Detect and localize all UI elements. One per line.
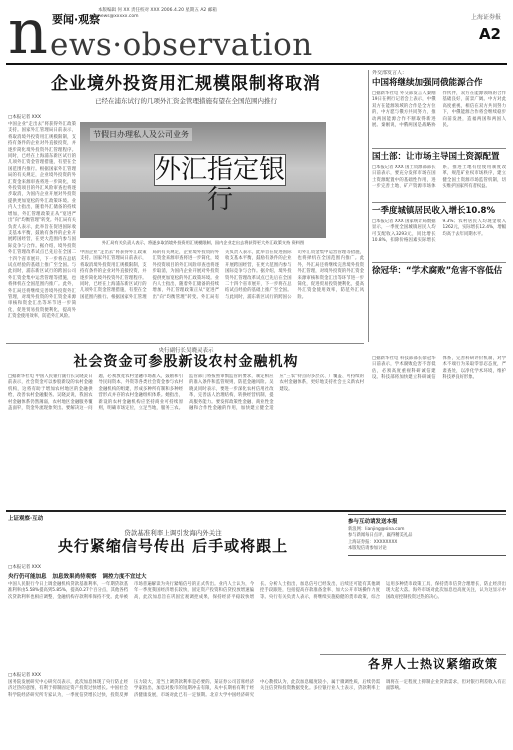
story2-headline: 社会资金可参股新设农村金融机构 [73, 354, 299, 370]
story3-subhead: 加息效果尚待观察 [52, 574, 97, 580]
side-body-income: □本报记者 XXX 国家统计局数据显示，一季度全国城镇居民人均可支配收入3293元，同比增长10.8%，扣除价格因素实际增长9.3%；农村居民人均现金收入1262元，实际增长12.4%，增幅均高于去年同期水平。 [372, 219, 506, 244]
side-divider [372, 148, 506, 149]
side-body-land: □本报记者 XXX 国土资源部部长日前表示，要充分发挥市场在国土资源配置中的基础性作用，进一步完善土地、矿产资源市场体系，推进土地有偿使用制度改革，规范矿业权市场秩序，建立健全国土资源市场监管机制，切实维护国家所有者权益。 [372, 165, 506, 190]
side-body-russia: □据新华社电 外交部发言人秦刚19日在例行记者会上表示，中俄双方在能源领域的合作是全方位的，中方愿与俄方共同努力，推动两国能源合作不断取得新进展。秦刚说，中俄两国是战略协作伙伴，双方在能源领域的合作基础良好，前景广阔。中方对此高度重视，相信在双方共同努力下，中俄能源合作将会继续稳步向前发展，造福两国和两国人民。 [372, 91, 506, 129]
lead-subhead: 已经在浦东试行的几项外汇资金管理措施有望在全国范围内推行 [95, 97, 277, 104]
photo-shade [80, 192, 326, 238]
story3-headline-block [8, 528, 338, 560]
lead-body-continued: 中国企业“走出去”将获得外汇政策支持。国家外汇管理局日前表示，将取消境外投资用汇规模限制，支持有条件的企业对外直接投资，并逐步简化境外投资外汇管理程序。同时，已经在上海浦东新区试行的几项外汇资金管理措施，有望在全国范围内推行。根据国家外汇管理局的有关规定，企业境外投资的外汇资金来源审查将进一步简化，境外投资项目的外汇风险审查也将逐步取消，为国内企业开展对外投资提供更加宽松的外汇政策环境。业内人士指出，随着外汇储备的持续增加，外汇管理政策正从“宽进严出”向“均衡管理”转变。外汇局有关负责人表示，此举旨在促进国际收支基本平衡，鼓励有条件的企业开展跨国经营，在更大范围内参与国际竞争与合作。据介绍，境外投资外汇管理改革试点已先后在全国二十四个省市展开，下一步将在总结试点经验的基础上推广至全国。与此同时，浦东新区试行的跨国公司外汇资金集中运营管理等措施，也将择机在全国范围内推广。此外，外汇局还将继续完善境外投资外汇管理，对境外投资的外汇资金来源审核和资金汇出等环节进一步简化，促进贸易投资便利化，提高外汇资金使用效率，防范外汇风险。 [80, 250, 364, 300]
section-rule [6, 343, 364, 344]
lead-body-columns [80, 250, 364, 340]
story3-subhead: 调控力度不宜过大 [102, 574, 147, 580]
side-headline-academic: 徐冠华：“学术腐败”危害不容低估 [372, 266, 503, 276]
story4-byline: □本报记者 XXX [8, 673, 41, 678]
lead-headline-block [8, 74, 364, 104]
story3-body: 中国人民银行今日上调金融机构贷款基准利率，一年期贷款基准利率由5.58%提高到5.85%，提高0.27个百分点，其他各档次贷款利率也相应调整，金融机构存款利率保持不变。此举被市场普遍解读为央行紧缩信号的正式传出。业内人士认为，今年一季度我国经济增长较快，固定资产投资和信贷投放增速偏高，此次加息旨在巩固宏观调控成果，保持经济平稳较快增长。分析人士指出，加息信号已经发出，后续还可能有其他调控手段跟进，包括提高存款准备金率、加大公开市场操作力度等。央行有关负责人表示，将继续实施稳健的货币政策，综合运用多种货币政策工具，保持货币信贷合理增长，防止经济出现大起大落。海外市场对此次加息也高度关注，认为这显示中国政府控制投资过热的决心。 [8, 582, 506, 600]
story3-pre: 贷款基准利率上调引发海内外关注 [124, 529, 222, 537]
news-photo [80, 122, 326, 238]
story2-kicker: 央行副行长吴晓灵表示 [158, 348, 214, 354]
story4-body: 国务院发展研究中心研究员表示，此次加息体现了央行防止经济过热的意图，有利于抑制固定资产投资过快增长。中国社会科学院经济研究所专家认为，一季度信贷增长过快，投资反弹压力较大，适当上调贷款利率是必要的。某证券公司首席经济学家指出，加息对股市的短期冲击有限，从中长期看有利于经济健康发展，市场对此已有一定预期。北京大学中国经济研究中心教授认为，此次加息幅度较小，属于微调性质，后续仍需关注信贷和投资数据变化。多位银行业人士表示，贷款利率上调将在一定程度上抑制企业贷款需求，但对银行利差收入有正面影响。 [8, 680, 506, 698]
side-divider [372, 202, 506, 203]
story2-headline-block [8, 346, 364, 370]
story3-headline: 央行紧缩信号传出 后手或将跟上 [57, 537, 289, 555]
story3-label-block [8, 514, 308, 524]
side-headline-russia: 中国将继续加强同俄能源合作 [372, 78, 483, 88]
inset-line: 本版短信请参加讨论 [348, 546, 387, 552]
lead-body-left [8, 114, 76, 338]
section-name: 要闻·观察 [52, 13, 101, 26]
masthead-rule [6, 63, 507, 65]
story3-byline: □本报记者 XXX [8, 565, 41, 570]
masthead-logo-word: ews·observation [50, 27, 313, 63]
photo-plaque: 节假日办理私人及公司业务 [90, 128, 192, 141]
lead-headline: 企业境外投资用汇规模限制将取消 [51, 74, 321, 94]
story3-subheads [8, 572, 506, 580]
story2-body: □据新华社电 中国人民银行副行长吴晓灵日前表示，社会资金可以参股新设的农村金融机构，这将有助于增加农村地区的金融供给，改善农村金融服务。吴晓灵说，我国农村金融体系仍然薄弱，农村地区金融服务覆盖面窄，资金外流现象突出。要解决这一问题，必须放宽农村金融市场准入，鼓励和引导民间资本、外资等各类社会资金参与农村金融机构的组建，形成多种所有制和多种经营形式并存的农村金融组织体系。她指出，新设的农村金融机构应坚持商业可持续原则，明确市场定位，立足当地，服务三农。监管部门将按照审慎监管的要求，制定相应的准入条件和监管规则，防范金融风险。吴晓灵同时表示，要进一步深化农村信用社改革，完善法人治理结构，转换经营机制，提高服务能力。要发挥政策性金融、商业性金融和合作性金融的作用，加快建立健全适应“三农”特点的多层次、广覆盖、可持续的农村金融体系，更好地支持社会主义新农村建设。 [8, 374, 364, 412]
story4-block [8, 657, 506, 745]
story2-body-columns [8, 374, 364, 506]
masthead [0, 0, 513, 66]
story3-body-block [8, 564, 506, 650]
photo-caption: 外汇局有关负责人表示，将逐步取消境外投资用汇规模限制，国内企业走出去将获得更大外汇政策支持 资料图 [101, 240, 305, 245]
side-headline-land: 国土部：让市场主导国土资源配置 [372, 152, 500, 162]
inset-line: 新浪网：lianjing@sina.com [348, 527, 405, 532]
masthead-logo-initial: n [8, 0, 48, 68]
inset-line: 上海证券报：XXXXXXXX [348, 539, 398, 545]
story3-kicker: 上证观察·互动 [8, 516, 44, 522]
section-rule-bold [6, 510, 506, 512]
side-body-academic-block [372, 356, 506, 506]
story4-headline: 各界人士热议紧缩政策 [367, 657, 498, 671]
story4-rule [320, 654, 506, 655]
lead-byline: □本报记者 XXX [8, 115, 41, 120]
masthead-meta: 本版编辑 何 XX 责任校对 XXX 2006.4.20 星期五 A2 邮箱 news@xxxxx.com [98, 8, 217, 19]
interaction-inset [348, 514, 506, 556]
side-headline-income: 一季度城镇居民收入增长10.8% [372, 206, 495, 216]
photo-sign: 外汇指定银行 [155, 155, 286, 215]
side-column [372, 70, 506, 342]
side-body-academic: □据新华社电 科技部部长徐冠华日前表示，学术腐败危害不容低估，必须高度重视科研诚信建设。科技部将加快建立科研诚信体系，完善科研评价机制，对学术不端行为采取零容忍态度，严肃查处，以净化学术环境，维护科技界良好形象。 [372, 356, 506, 381]
paper-name: 上海证券报 [470, 14, 501, 21]
side-divider [372, 262, 506, 263]
inset-line: 参与新闻每日点评，赢得精美礼品 [348, 533, 413, 539]
column-divider [368, 70, 369, 342]
story3-subhead: 央行仍可能加息 [8, 574, 47, 580]
lead-body: 中国企业“走出去”将获得外汇政策支持。国家外汇管理局日前表示，将取消境外投资用汇规模限制，支持有条件的企业对外直接投资，并逐步简化境外投资外汇管理程序。同时，已经在上海浦东新区试行的几项外汇资金管理措施，有望在全国范围内推行。根据国家外汇管理局的有关规定，企业境外投资的外汇资金来源审查将进一步简化，境外投资项目的外汇风险审查也将逐步取消，为国内企业开展对外投资提供更加宽松的外汇政策环境。业内人士指出，随着外汇储备的持续增加，外汇管理政策正从“宽进严出”向“均衡管理”转变。外汇局有关负责人表示，此举旨在促进国际收支基本平衡，鼓励有条件的企业开展跨国经营，在更大范围内参与国际竞争与合作。据介绍，境外投资外汇管理改革试点已先后在全国二十四个省市展开，下一步将在总结试点经验的基础上推广至全国。与此同时，浦东新区试行的跨国公司外汇资金集中运营管理等措施，也将择机在全国范围内推广。此外，外汇局还将继续完善境外投资外汇管理，对境外投资的外汇资金来源审核和资金汇出等环节进一步简化，促进贸易投资便利化，提高外汇资金使用效率，防范外汇风险。 [8, 122, 76, 320]
page-number: A2 [478, 25, 501, 43]
side-kicker: 外交部发言人： [372, 70, 408, 76]
inset-title: 参与互动请发送本报 [348, 519, 398, 525]
